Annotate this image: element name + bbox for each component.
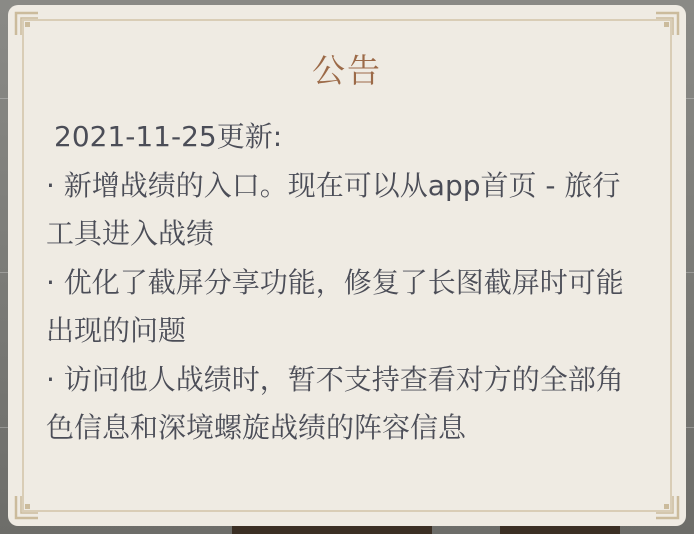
corner-ornament-icon [14,494,40,520]
corner-ornament-icon [654,494,680,520]
announcement-item: · 访问他人战绩时，暂不支持查看对方的全部角色信息和深境螺旋战绩的阵容信息 [46,362,624,444]
announcement-item: · 优化了截屏分享功能，修复了长图截屏时可能出现的问题 [46,265,624,347]
dialog-title: 公告 [312,51,382,90]
announcement-item: · 新增战绩的入口。现在可以从app首页 - 旅行工具进入战绩 [46,168,621,250]
announcement-dialog [8,5,686,526]
corner-ornament-icon [654,11,680,37]
corner-ornament-icon [14,11,40,37]
announcement-body[interactable] [46,113,646,453]
update-date: 2021-11-25更新: [54,120,283,153]
